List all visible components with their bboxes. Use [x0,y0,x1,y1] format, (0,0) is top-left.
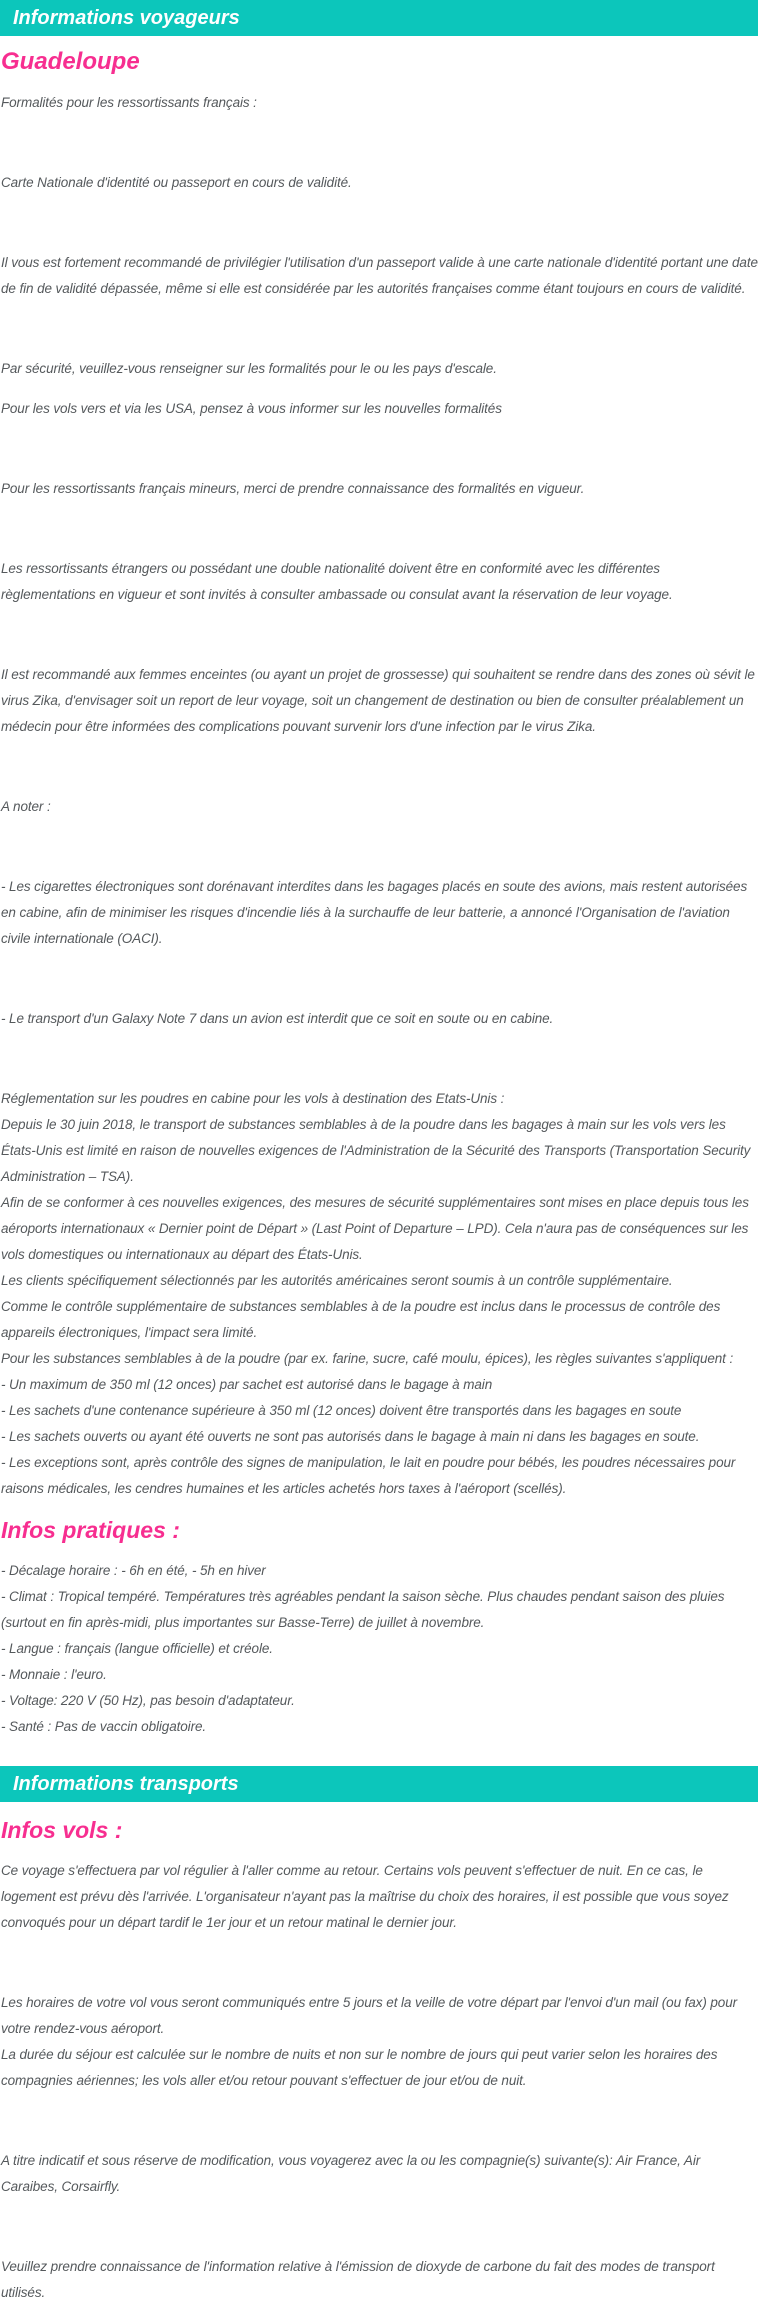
paragraph-carte-identite: Carte Nationale d'identité ou passeport en cours de validité. [1,175,352,190]
spacer [0,754,758,780]
paragraph-emission-co2: Veuillez prendre connaissance de l'information relative à l'émission de dioxyde de carbone du fait des modes de transport utilisés. [1,2259,715,2300]
pratiques-item-decalage-horaire: - Décalage horaire : - 6h en été, - 5h en hiver [1,1563,266,1578]
paragraph-passeport-valide: Il vous est fortement recommandé de privilégier l'utilisation d'un passeport valide à une carte nationale d'identité portant une date de fin de validité dépassée, même si elle est considérée par les autorités françaises comme étant toujours en cours de validité. [1,255,758,296]
poudres-list-item: - Les sachets ouverts ou ayant été ouverts ne sont pas autorisés dans le bagage à main ni dans les bagages en soute. [1,1429,700,1444]
poudres-line: Pour les substances semblables à de la poudre (par ex. farine, sucre, café moulu, épices), les règles suivantes s'appliquent : [1,1351,734,1366]
spacer [0,834,758,860]
paragraph-a-noter: A noter : [1,799,51,814]
poudres-line: Réglementation sur les poudres en cabine pour les vols à destination des Etats-Unis : [1,1091,505,1106]
poudres-list-item: - Un maximum de 350 ml (12 onces) par sachet est autorisé dans le bagage à main [1,1377,493,1392]
spacer [0,1046,758,1072]
block-horaires-vol [0,1990,758,2094]
poudres-line: Comme le contrôle supplémentaire de substances semblables à de la poudre est inclus dans le processus de contrôle des appareils électroniques, l'impact sera limité. [1,1299,721,1340]
paragraph-galaxy-note-7: - Le transport d'un Galaxy Note 7 dans un avion est interdit que ce soit en soute ou en cabine. [1,1011,554,1026]
section-header-informations-transports: Informations transports [0,1766,758,1802]
paragraph-formalites: Formalités pour les ressortissants français : [1,95,257,110]
poudres-line: Les clients spécifiquement sélectionnés par les autorités américaines seront soumis à un contrôle supplémentaire. [1,1273,673,1288]
paragraph-zika: Il est recommandé aux femmes enceintes (ou ayant un projet de grossesse) qui souhaitent se rendre dans des zones où sévit le virus Zika, d'envisager soit un report de leur voyage, soit un changement de destination ou bien de consulter préalablement un médecin pour être informées des complications pouvant survenir lors d'une infection par le virus Zika. [1,667,755,734]
spacer [0,516,758,542]
paragraph-pays-escale: Par sécurité, veuillez-vous renseigner sur les formalités pour le ou les pays d'escale. [1,361,497,376]
paragraph-vol-regulier: Ce voyage s'effectuera par vol régulier à l'aller comme au retour. Certains vols peuvent s'effectuer de nuit. En ce cas, le logement est prévu dès l'arrivée. L'organisateur n'ayant pas la maîtrise du choix des horaires, il est possible que vous soyez convoqués pour un départ tardif le 1er jour et un retour matinal le dernier jour. [1,1863,729,1930]
pratiques-item-monnaie: - Monnaie : l'euro. [1,1667,107,1682]
horaires-line: Les horaires de votre vol vous seront communiqués entre 5 jours et la veille de votre départ par l'envoi d'un mail (ou fax) pour votre rendez-vous aéroport. [1,1995,737,2036]
spacer [0,2108,758,2134]
poudres-line: Afin de se conformer à ces nouvelles exigences, des mesures de sécurité supplémentaires sont mises en place depuis tous les aéroports internationaux « Dernier point de Départ » (Last Point of Departure – LPD). Cela n'aura pas de conséquences sur les vols domestiques ou internationaux au départ des États-Unis. [1,1195,749,1262]
paragraph-compagnies-aeriennes: A titre indicatif et sous réserve de modification, vous voyagerez avec la ou les compagnie(s) suivante(s): Air France, Air Caraibes, Corsairfly. [1,2153,701,2194]
poudres-line: Depuis le 30 juin 2018, le transport de substances semblables à de la poudre dans les bagages à main sur les vols vers les États-Unis est limité en raison de nouvelles exigences de l'Administration de la Sécurité des Transports (Transportation Security Administration – TSA). [1,1117,751,1184]
spacer [0,130,758,156]
pratiques-item-langue: - Langue : français (langue officielle) et créole. [1,1641,273,1656]
pratiques-item-climat: - Climat : Tropical tempéré. Températures très agréables pendant la saison sèche. Plus chaudes pendant saison des pluies (surtout en fin après-midi, plus importantes sur Basse-Terre) de juillet à novembre. [1,1589,725,1630]
section-header-informations-voyageurs: Informations voyageurs [0,0,758,36]
heading-infos-vols: Infos vols : [1,1817,123,1843]
spacer [0,966,758,992]
paragraph-vols-usa: Pour les vols vers et via les USA, pensez à vous informer sur les nouvelles formalités [1,401,502,416]
paragraph-cigarettes-electroniques: - Les cigarettes électroniques sont dorénavant interdites dans les bagages placés en soute des avions, mais restent autorisées en cabine, afin de minimiser les risques d'incendie liés à la surchauffe de leur batterie, a annoncé l'Organisation de l'aviation civile internationale (OACI). [1,879,748,946]
spacer [0,2214,758,2240]
spacer [0,622,758,648]
heading-infos-pratiques: Infos pratiques : [1,1517,180,1543]
paragraph-etrangers: Les ressortissants étrangers ou possédant une double nationalité doivent être en conformité avec les différentes règlementations en vigueur et sont invités à consulter ambassade ou consulat avant la réservation de leur voyage. [1,561,673,602]
horaires-line: La durée du séjour est calculée sur le nombre de nuits et non sur le nombre de jours qui peut varier selon les horaires des compagnies aériennes; les vols aller et/ou retour pouvant s'effectuer de jour et/ou de nuit. [1,2047,718,2088]
spacer [0,210,758,236]
poudres-list-item: - Les sachets d'une contenance supérieure à 350 ml (12 onces) doivent être transportés dans les bagages en soute [1,1403,682,1418]
spacer [0,316,758,342]
spacer [0,1950,758,1976]
pratiques-item-voltage: - Voltage: 220 V (50 Hz), pas besoin d'adaptateur. [1,1693,295,1708]
pratiques-item-sante: - Santé : Pas de vaccin obligatoire. [1,1719,207,1734]
country-title: Guadeloupe [1,48,140,75]
poudres-list-item: - Les exceptions sont, après contrôle des signes de manipulation, le lait en poudre pour bébés, les poudres nécessaires pour raisons médicales, les cendres humaines et les articles achetés hors taxes à l'aéroport (scellés). [1,1455,736,1496]
block-reglementation-poudres [0,1086,758,1502]
spacer [0,436,758,462]
paragraph-mineurs: Pour les ressortissants français mineurs, merci de prendre connaissance des formalités en vigueur. [1,481,585,496]
block-infos-pratiques [0,1558,758,1740]
